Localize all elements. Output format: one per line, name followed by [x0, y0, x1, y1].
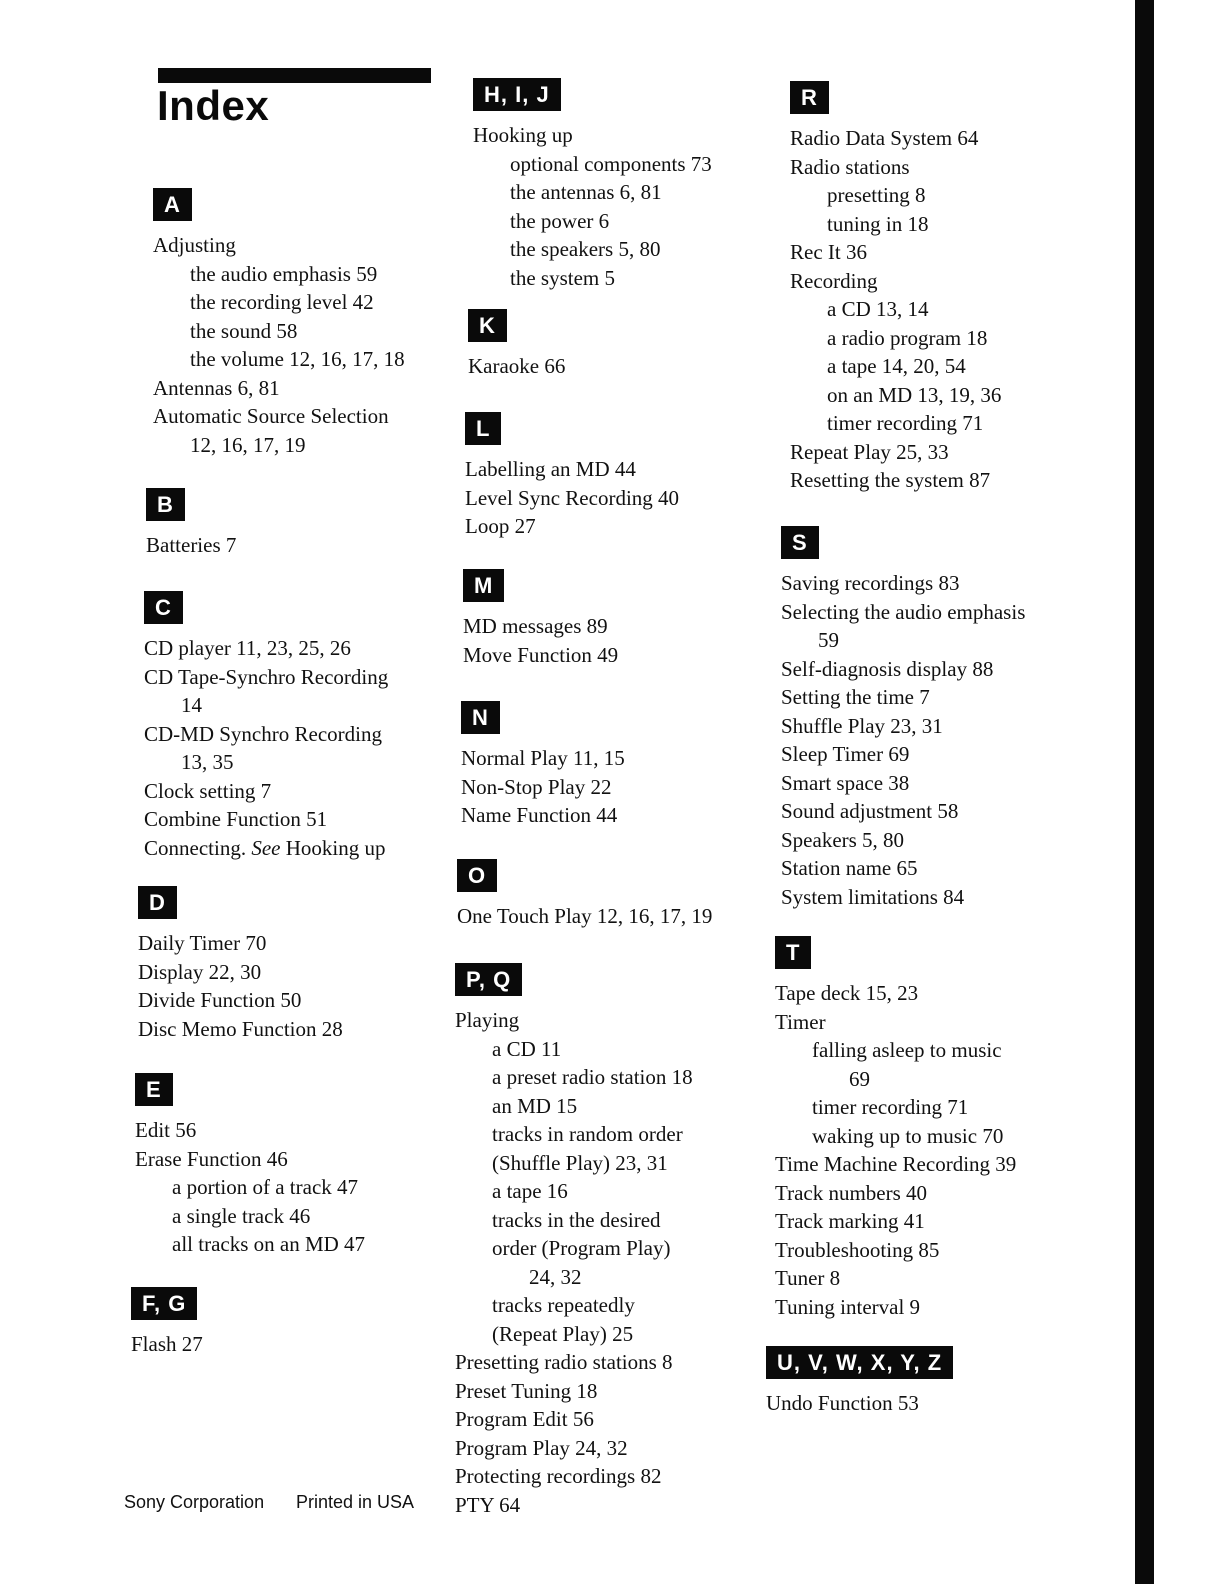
index-section — [766, 1346, 1106, 1418]
index-entry: Setting the time 7 — [781, 685, 930, 709]
index-subentry: falling asleep to music — [812, 1038, 1002, 1062]
index-entry: Rec It 36 — [790, 240, 867, 264]
index-entry: Automatic Source Selection — [153, 404, 389, 428]
section-letter-badge: D — [138, 886, 177, 919]
index-subentry: a CD 11 — [492, 1036, 562, 1061]
index-subentry: order (Program Play) — [492, 1236, 671, 1260]
title-rule — [158, 68, 431, 83]
index-entry: Speakers 5, 80 — [781, 827, 905, 852]
index-entry: Tuning interval 9 — [775, 1294, 921, 1319]
index-entry: Playing — [455, 1008, 520, 1032]
index-entry: Protecting recordings 82 — [455, 1464, 662, 1488]
index-subentry: the power 6 — [510, 208, 610, 233]
index-entry: Connecting. See Hooking up — [144, 835, 386, 860]
index-section — [146, 488, 486, 560]
index-section — [465, 412, 805, 541]
index-entry: Divide Function 50 — [138, 988, 302, 1012]
index-section — [144, 591, 484, 862]
section-letter-badge: R — [790, 81, 829, 114]
index-entry: Clock setting 7 — [144, 778, 272, 803]
index-subentry: the antennas 6, 81 — [510, 180, 662, 204]
section-letter-badge: N — [461, 701, 500, 734]
index-entry: Karaoke 66 — [468, 354, 566, 378]
index-subentry: the sound 58 — [190, 318, 298, 343]
index-entry: PTY 64 — [455, 1492, 521, 1517]
index-entry: Program Play 24, 32 — [455, 1435, 628, 1460]
index-entry: Disc Memo Function 28 — [138, 1016, 343, 1041]
index-entry: Hooking up — [473, 123, 573, 147]
index-entry: Flash 27 — [131, 1332, 203, 1356]
index-entry: Program Edit 56 — [455, 1407, 594, 1431]
section-letter-badge: O — [457, 859, 497, 892]
index-section — [463, 569, 803, 669]
index-section — [131, 1287, 471, 1359]
index-entry: CD player 11, 23, 25, 26 — [144, 636, 351, 660]
index-subentry: 14 — [181, 693, 202, 717]
section-letter-badge: F, G — [131, 1287, 197, 1320]
index-subentry: a tape 14, 20, 54 — [827, 354, 966, 378]
index-entry: Saving recordings 83 — [781, 571, 960, 595]
index-section — [153, 188, 493, 459]
index-entry: Daily Timer 70 — [138, 931, 267, 955]
index-subentry: a CD 13, 14 — [827, 297, 929, 321]
index-entry: Tape deck 15, 23 — [775, 981, 919, 1005]
index-section — [781, 526, 1121, 911]
index-entry: Presetting radio stations 8 — [455, 1350, 673, 1374]
index-subentry: on an MD 13, 19, 36 — [827, 382, 1002, 407]
index-section — [135, 1073, 475, 1259]
index-section — [473, 78, 813, 292]
index-entry: Track marking 41 — [775, 1209, 925, 1233]
index-entry: Recording — [790, 268, 878, 293]
index-subentry: tracks in random order — [492, 1122, 683, 1146]
section-letter-badge: P, Q — [455, 963, 522, 996]
section-letter-badge: A — [153, 188, 192, 221]
index-subentry: the volume 12, 16, 17, 18 — [190, 347, 405, 371]
index-subentry: timer recording 71 — [812, 1095, 969, 1119]
footer-printed: Printed in USA — [296, 1492, 415, 1512]
section-letter-badge: B — [146, 488, 185, 521]
index-entry: CD-MD Synchro Recording — [144, 721, 382, 746]
see-reference: See — [251, 835, 281, 860]
index-subentry: 13, 35 — [181, 750, 234, 774]
index-entry: Normal Play 11, 15 — [461, 746, 625, 770]
section-letter-badge: S — [781, 526, 819, 559]
index-entry: Batteries 7 — [146, 533, 237, 557]
index-section — [775, 936, 1115, 1321]
section-letter-badge: L — [465, 412, 501, 445]
index-subentry: optional components 73 — [510, 151, 712, 176]
index-subentry: a portion of a track 47 — [172, 1175, 359, 1199]
index-entry: Erase Function 46 — [135, 1146, 288, 1171]
index-entry: Adjusting — [153, 233, 236, 257]
index-subentry: timer recording 71 — [827, 411, 984, 435]
index-subentry: 69 — [849, 1066, 870, 1091]
index-entry: Name Function 44 — [461, 803, 618, 827]
page-title: Index — [157, 82, 270, 129]
index-entry: Timer — [775, 1009, 826, 1034]
index-entry: Undo Function 53 — [766, 1391, 919, 1415]
index-entry: Repeat Play 25, 33 — [790, 439, 949, 464]
index-entry: System limitations 84 — [781, 884, 965, 909]
index-entry: Smart space 38 — [781, 770, 910, 795]
index-entry: Time Machine Recording 39 — [775, 1152, 1017, 1176]
index-section — [468, 309, 808, 381]
index-section — [457, 859, 797, 931]
index-entry: CD Tape-Synchro Recording — [144, 664, 389, 689]
index-section — [455, 963, 795, 1519]
index-subentry: the audio emphasis 59 — [190, 261, 378, 286]
index-entry: Troubleshooting 85 — [775, 1237, 940, 1262]
index-entry: Display 22, 30 — [138, 959, 262, 984]
index-subentry: a radio program 18 — [827, 325, 988, 350]
index-subentry: 59 — [818, 628, 839, 652]
index-subentry: the system 5 — [510, 265, 615, 290]
section-letter-badge: E — [135, 1073, 173, 1106]
index-subentry: 24, 32 — [529, 1264, 582, 1289]
index-entry: Non-Stop Play 22 — [461, 774, 612, 799]
index-subentry: waking up to music 70 — [812, 1123, 1004, 1148]
index-subentry: a single track 46 — [172, 1203, 311, 1228]
index-subentry: the speakers 5, 80 — [510, 237, 661, 261]
index-entry: Radio Data System 64 — [790, 126, 979, 150]
index-entry: Resetting the system 87 — [790, 468, 991, 492]
index-section — [790, 81, 1130, 495]
index-subentry: (Repeat Play) 25 — [492, 1321, 634, 1346]
index-subentry: (Shuffle Play) 23, 31 — [492, 1150, 668, 1175]
index-entry: Level Sync Recording 40 — [465, 485, 680, 510]
index-section — [138, 886, 478, 1043]
index-entry: Station name 65 — [781, 856, 918, 880]
section-letter-badge: M — [463, 569, 504, 602]
index-entry: Move Function 49 — [463, 642, 619, 667]
index-subentry: the recording level 42 — [190, 290, 374, 314]
index-entry: One Touch Play 12, 16, 17, 19 — [457, 904, 713, 928]
index-subentry: 12, 16, 17, 19 — [190, 432, 306, 457]
section-letter-badge: K — [468, 309, 507, 342]
footer-company: Sony Corporation — [124, 1492, 265, 1512]
page-edge-bar — [1135, 0, 1154, 1584]
index-entry: Radio stations — [790, 154, 910, 179]
section-letter-badge: H, I, J — [473, 78, 561, 111]
index-subentry: a tape 16 — [492, 1179, 568, 1203]
index-subentry: tuning in 18 — [827, 211, 929, 236]
index-subentry: all tracks on an MD 47 — [172, 1232, 366, 1256]
index-entry: MD messages 89 — [463, 614, 608, 638]
index-entry: Track numbers 40 — [775, 1180, 928, 1205]
index-entry: Labelling an MD 44 — [465, 457, 636, 481]
index-subentry: tracks in the desired — [492, 1207, 661, 1232]
section-letter-badge: C — [144, 591, 183, 624]
index-entry: Combine Function 51 — [144, 807, 328, 831]
index-entry: Sleep Timer 69 — [781, 742, 910, 766]
index-entry: Tuner 8 — [775, 1266, 841, 1290]
index-entry: Selecting the audio emphasis — [781, 599, 1026, 624]
index-subentry: an MD 15 — [492, 1093, 578, 1118]
index-entry: Antennas 6, 81 — [153, 375, 280, 400]
index-entry: Sound adjustment 58 — [781, 799, 959, 823]
index-entry: Loop 27 — [465, 514, 536, 538]
section-letter-badge: U, V, W, X, Y, Z — [766, 1346, 953, 1379]
index-subentry: a preset radio station 18 — [492, 1065, 693, 1089]
index-subentry: tracks repeatedly — [492, 1293, 635, 1317]
index-entry: Self-diagnosis display 88 — [781, 656, 994, 681]
index-subentry: presetting 8 — [827, 183, 926, 207]
index-entry: Preset Tuning 18 — [455, 1378, 598, 1403]
index-entry: Shuffle Play 23, 31 — [781, 713, 943, 738]
index-section — [461, 701, 801, 830]
index-entry: Edit 56 — [135, 1118, 197, 1142]
section-letter-badge: T — [775, 936, 811, 969]
